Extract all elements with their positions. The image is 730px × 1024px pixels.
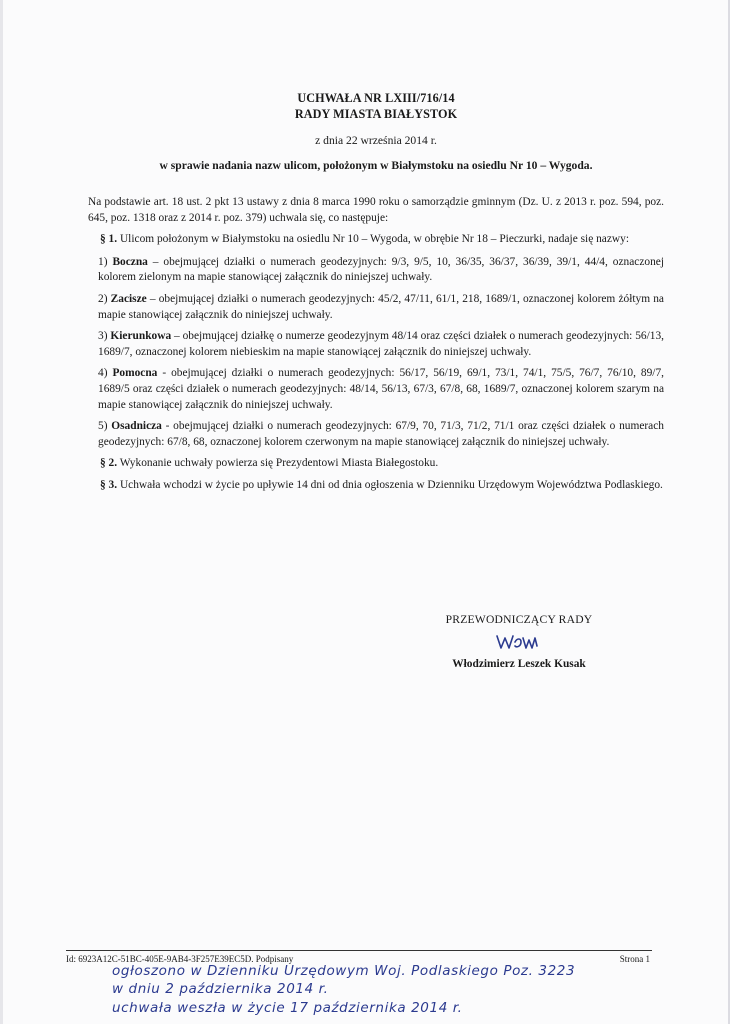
item-text: – obejmującej działkę o numerze geodezyjnym 48/14 oraz części działek o numerach geodezyjnych: 56/13, 1689/7, oznaczonej kolorem niebieskim na mapie stanowiącej załącznik do niniejszej uchwały. [98, 330, 665, 358]
item-text: – obejmującej działki o numerach geodezyjnych: 9/3, 9/5, 10, 36/35, 36/37, 36/39, 39/1, 44/4, oznaczonej kolorem zielonym na mapie stanowiącej załącznik do niniejszej uchwały. [98, 255, 664, 284]
list-item [88, 292, 664, 323]
document-id: Id: 6923A12C-51BC-405E-9AB4-3F257E39EC5D. Podpisany [66, 954, 294, 964]
chairman-name: Włodzimierz Leszek Kusak [452, 658, 586, 670]
street-name: Kierunkowa [110, 330, 172, 343]
preamble: Na podstawie art. 18 ust. 2 pkt 13 ustawy z dnia 8 marca 1990 roku o samorządzie gminnym (Dz. U. z 2013 r. poz. 594, poz. 645, poz. 1318 oraz z 2014 r. poz. 379) uchwala się, co następuje: [88, 196, 664, 224]
list-item [88, 419, 664, 450]
item-number: 1) [98, 255, 108, 268]
footer-divider [66, 950, 652, 951]
section-3-label: § 3. [100, 478, 118, 491]
item-text: - obejmującej działki o numerach geodezyjnych: 67/9, 70, 71/3, 71/2, 71/1 oraz części działek o numerach geodezyjnych: 67/8, 68, oznaczonej kolorem czerwonym na mapie stanowiącej załącznik do niniejszej uchwały. [98, 420, 664, 448]
list-item [88, 366, 664, 413]
section-1 [88, 232, 664, 248]
list-item [88, 329, 664, 360]
document-body [88, 90, 664, 494]
chairman-title: PRZEWODNICZĄCY RADY [445, 613, 593, 626]
section-2-label: § 2. [100, 457, 118, 470]
street-list [88, 255, 664, 451]
section-1-text: Ulicom położonym w Białymstoku na osiedlu Nr 10 – Wygoda, w obrębie Nr 18 – Pieczurki, nadaje się nazwy: [119, 233, 629, 246]
street-name: Osadnicza [111, 420, 162, 433]
resolution-date: z dnia 22 września 2014 r. [315, 134, 437, 147]
issuing-body: RADY MIASTA BIAŁYSTOK [294, 107, 458, 121]
page-number: Strona 1 [619, 954, 650, 964]
resolution-number: UCHWAŁA NR LXIII/716/14 [297, 91, 455, 105]
section-2 [88, 456, 664, 472]
section-2-text: Wykonanie uchwały powierza się Prezydentowi Miasta Białegostoku. [117, 457, 439, 470]
resolution-subject: w sprawie nadania nazw ulicom, położonym w Białymstoku na osiedlu Nr 10 – Wygoda. [159, 159, 593, 172]
item-number: 4) [98, 367, 108, 380]
list-item [88, 255, 664, 286]
handwritten-note-line-1: ogłoszono w Dzienniku Urzędowym Woj. Podlaskiego Poz. 3223 [112, 963, 576, 979]
street-name: Boczna [112, 255, 148, 268]
handwritten-signature [493, 630, 545, 652]
section-3-text: Uchwała wchodzi w życie po upływie 14 dni od dnia ogłoszenia w Dzienniku Urzędowym Województwa Podlaskiego. [117, 478, 663, 491]
item-text: - obejmującej działki o numerach geodezyjnych: 56/17, 56/19, 69/1, 73/1, 74/1, 75/5, 76/7, 76/10, 89/7, 1689/5 oraz części działek o numerach geodezyjnych: 48/14, 56/13, 67/3, 67/8, 68, 1689/7, oznaczonej kolorem szarym na mapie stanowiącej załącznik do niniejszej uchwały. [98, 367, 664, 411]
signature-block [434, 613, 604, 670]
item-number: 5) [98, 420, 108, 433]
item-number: 2) [98, 292, 108, 305]
handwritten-note-line-2: w dniu 2 października 2014 r. [112, 981, 329, 997]
section-3 [88, 478, 664, 494]
section-1-label: § 1. [100, 233, 118, 246]
handwritten-note-line-3: uchwała weszła w życie 17 października 2014 r. [112, 1000, 463, 1016]
street-name: Pomocna [112, 367, 158, 380]
street-name: Zacisze [110, 292, 147, 305]
item-text: – obejmującej działki o numerach geodezyjnych: 45/2, 47/11, 61/1, 218, 1689/1, oznaczonej kolorem żółtym na mapie stanowiącej załącznik do niniejszej uchwały. [98, 292, 664, 321]
page-edge-left [0, 0, 3, 1024]
item-number: 3) [98, 330, 108, 343]
